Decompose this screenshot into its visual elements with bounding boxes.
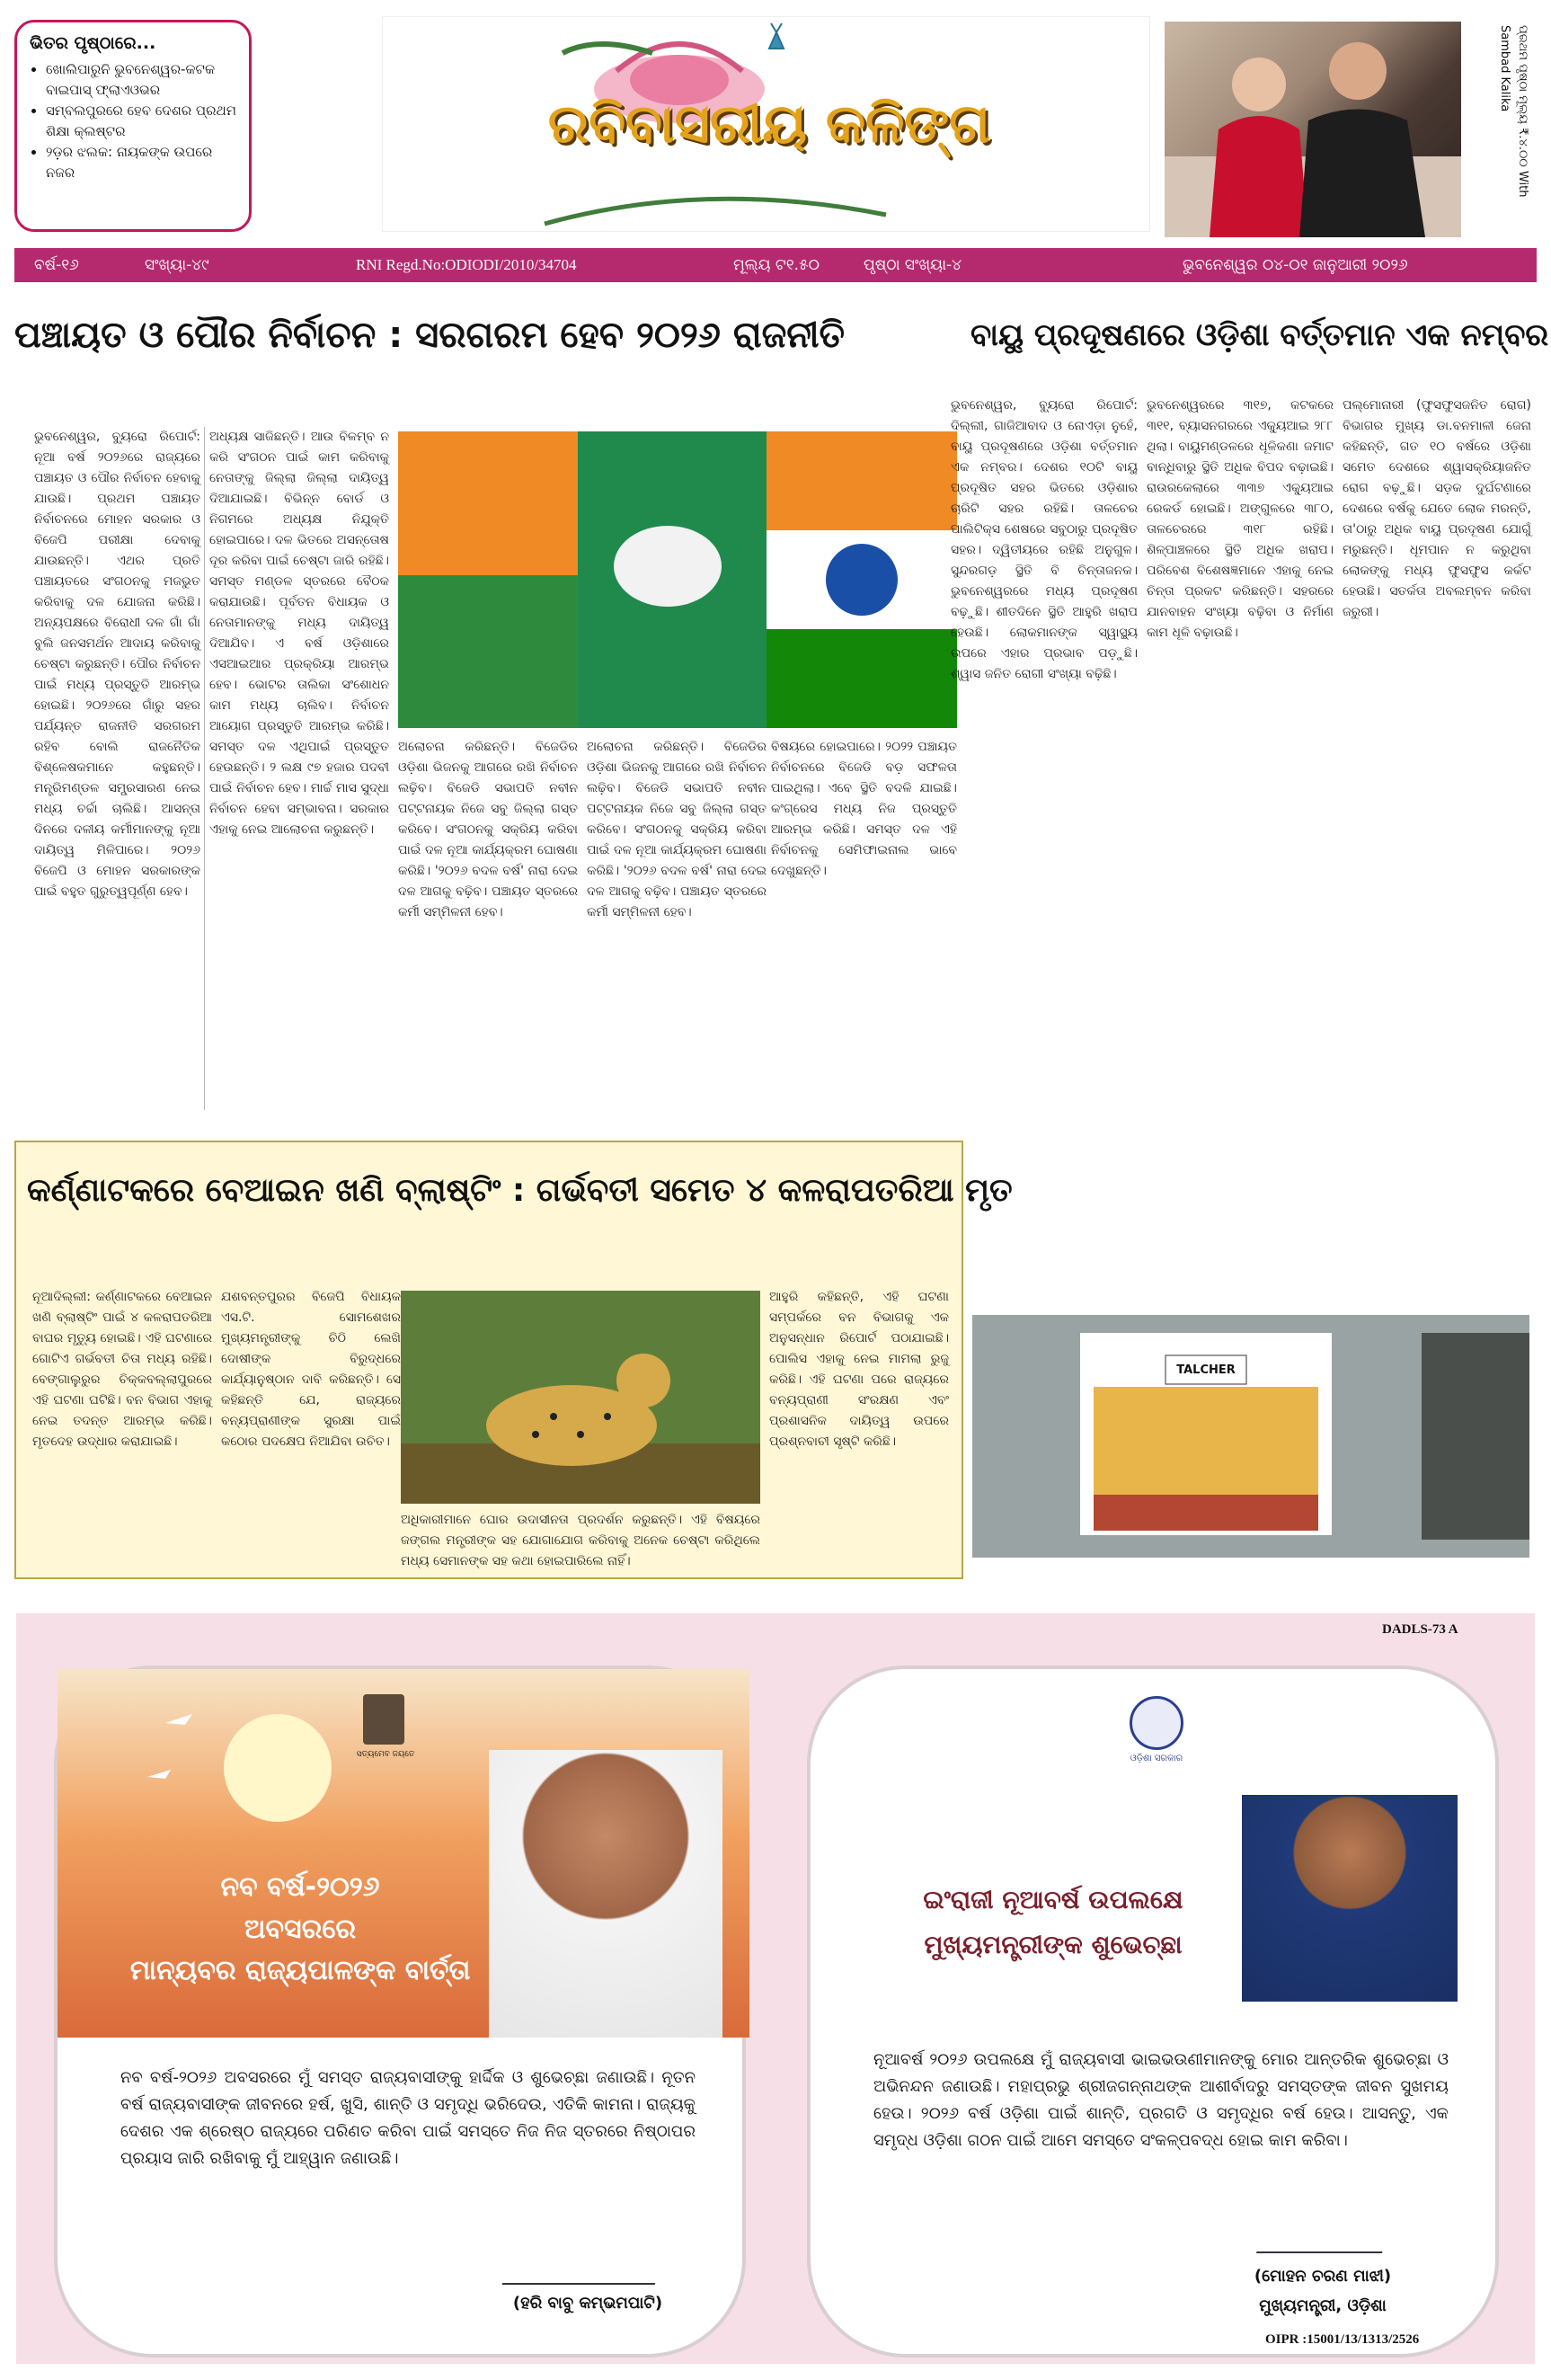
cm-title-1: ଇଂରାଜୀ ନୂଆବର୍ଷ ଉପଲକ୍ଷେ [923, 1885, 1183, 1914]
governor-card [54, 1665, 746, 2358]
party-flags-photo [398, 431, 957, 728]
actors-photo-icon [1165, 22, 1461, 237]
actors-photo [1165, 22, 1461, 237]
governor-title-2: ଅବସରରେ [244, 1914, 357, 1945]
governor-title-3: ମାନ୍ୟବର ରାଜ୍ୟପାଳଙ୍କ ବାର୍ତ୍ତା [129, 1955, 471, 1986]
talcher-sign: TALCHER [1176, 1363, 1236, 1377]
story2-col1: ଭୁବନେଶ୍ୱର, ବ୍ୟୁରୋ ରିପୋର୍ଟ: ଦିଲ୍ଲୀ, ଗାଜିଆବାଦ ଓ ନୋଏଡ଼ା ନୁହେଁ, ବାୟୁ ପ୍ରଦୂଷଣରେ ଓଡ଼ିଶା ବର୍ତ୍ତମାନ ଏକ ନମ୍ବର। ଦେଶର ୧୦ଟି ବାୟୁ ପ୍ରଦୂଷିତ ସହର ଭିତରେ ଓଡ଼ିଶାର ଚାରିଟି ସହର ରହିଛି। ତାଳଚେର ପାଲିଟିକ୍ସ ଶେଷରେ ସବୁଠାରୁ ପ୍ରଦୂଷିତ ସହର। ଦ୍ୱିତୀୟରେ ରହିଛି ଅନୁଗୁଳ। ସୁନ୍ଦରଗଡ଼ ସ୍ଥିତି ବି ଚିନ୍ତାଜନକ। ଭୁବନେଶ୍ୱରରେ ମଧ୍ୟ ପ୍ରଦୂଷଣ ବଢ଼ୁଛି। ଶୀତଦିନେ ସ୍ଥିତି ଆହୁରି ଖରାପ ହେଉଛି। ଲୋକମାନଙ୍କ ସ୍ୱାସ୍ଥ୍ୟ ଉପରେ ଏହାର ପ୍ରଭାବ ପଡ଼ୁଛି। ଶ୍ୱାସ ଜନିତ ରୋଗୀ ସଂଖ୍ୟା ବଢ଼ିଛି। [951, 398, 1138, 681]
price-label: ମୂଲ୍ୟ ଟ୧.୫୦ [733, 256, 820, 274]
rni-label: RNI Regd.No:ODIODI/2010/34704 [356, 256, 577, 273]
side-print-text: ପ୍ରଥମ ପୃଷ୍ଠା ମୂଲ୍ୟ ₹.୪.୦୦ With Sambad Kalika [1498, 25, 1529, 198]
story3-headline[interactable]: କର୍ଣ୍ଣାଟକରେ ବେଆଇନ ଖଣି ବ୍ଲାଷ୍ଟିଂ : ଗର୍ଭବତୀ ସମେତ ୪ କଳରାପତରିଆ ମୃତ [27, 1172, 1013, 1209]
talcher-photo-icon [972, 1315, 1529, 1558]
cm-title-2: ମୁଖ୍ୟମନ୍ତ୍ରୀଙ୍କ ଶୁଭେଚ୍ଛା [924, 1930, 1183, 1959]
date-label: ଭୁବନେଶ୍ୱର ୦୪-୦୧ ଜାନୁଆରୀ ୨୦୨୬ [1183, 256, 1408, 274]
governor-name: (ହରି ବାବୁ କମ୍ଭମପାଟି) [512, 2294, 663, 2313]
story2-col3: ପଲ୍ମୋନାରୀ (ଫୁସଫୁସଜନିତ ରୋଗ) ବିଭାଗର ମୁଖ୍ୟ ଡା.ବନମାଳୀ ଜେନା କହିଛନ୍ତି, ଗତ ୧୦ ବର୍ଷରେ ଓଡ଼ିଶା ସମେତ ଦେଶରେ ଶ୍ୱାସକ୍ରିୟାଜନିତ ରୋଗ ବଢ଼ୁଛି। ସଡ଼କ ଦୁର୍ଘଟଣାରେ ଦେଶରେ ବର୍ଷକୁ ଯେତେ ଲୋକ ମରନ୍ତି, ତା'ଠାରୁ ଅଧିକ ବାୟୁ ପ୍ରଦୂଷଣ ଯୋଗୁଁ ମରୁଛନ୍ତି। ଧୂମପାନ ନ କରୁଥିବା ଲୋକଙ୍କୁ ମଧ୍ୟ ଫୁସଫୁସ କର୍କଟ ହେଉଛି। ସତର୍କତା ଅବଲମ୍ବନ କରିବା ଜରୁରୀ। [1343, 398, 1531, 619]
oipr-code: OIPR :15001/13/1313/2526 [1265, 2332, 1420, 2347]
ad-code: DADLS-73 A [1382, 1622, 1458, 1637]
story3-col1: ନୂଆଦିଲ୍ଲୀ: କର୍ଣ୍ଣାଟକରେ ବେଆଇନ ଖଣି ବ୍ଲାଷ୍ଟିଂ ପାଇଁ ୪ କଳରାପତରିଆ ବାଘର ମୃତ୍ୟୁ ହୋଇଛି। ଏହି ଘଟଣାରେ ଗୋଟିଏ ଗର୍ଭବତୀ ଚିତା ମଧ୍ୟ ରହିଛି। ବେଙ୍ଗାଲୁରୁର ଚିକ୍କବଲ୍ଲାପୁରରେ ଏହି ଘଟଣା ଘଟିଛି। ବନ ବିଭାଗ ଏହାକୁ ନେଇ ତଦନ୍ତ ଆରମ୍ଭ କରିଛି। ମୃତଦେହ ଉଦ୍ଧାର କରାଯାଇଛି। [32, 1290, 212, 1449]
inside-pages-title: ଭିତର ପୃଷ୍ଠାରେ... [30, 33, 156, 53]
story3-col2: ଯଶବନ୍ତପୁରର ବିଜେପି ବିଧାୟକ ଏସ.ଟି. ସୋମଶେଖର ମୁଖ୍ୟମନ୍ତ୍ରୀଙ୍କୁ ଚିଠି ଲେଖି ଦୋଷୀଙ୍କ ବିରୁଦ୍ଧରେ କାର୍ଯ୍ୟାନୁଷ୍ଠାନ ଦାବି କରିଛନ୍ତି। ସେ କହିଛନ୍ତି ଯେ, ରାଜ୍ୟରେ ବନ୍ୟପ୍ରାଣୀଙ୍କ ସୁରକ୍ଷା ପାଇଁ କଠୋର ପଦକ୍ଷେପ ନିଆଯିବା ଉଚିତ। [221, 1290, 401, 1449]
cm-card [807, 1665, 1499, 2358]
column-divider [204, 427, 205, 1110]
inside-pages-box [14, 20, 252, 232]
inside-item[interactable]: • ସମ୍ବଲପୁରରେ ହେବ ଦେଶର ପ୍ରଥମ ଶିକ୍ଷା କ୍ଲଷ୍ଟର [46, 101, 236, 142]
cm-signature [1256, 2226, 1389, 2253]
newyear-ad [16, 1613, 1535, 2364]
cm-role: ମୁଖ୍ୟମନ୍ତ୍ରୀ, ଓଡ଼ିଶା [1259, 2296, 1387, 2315]
story3-col3: ଅଧିକାରୀମାନେ ଘୋର ଉଦାସୀନତା ପ୍ରଦର୍ଶନ କରୁଛନ୍ତି। ଏହି ବିଷୟରେ ଜଙ୍ଗଲ ମନ୍ତ୍ରୀଙ୍କ ସହ ଯୋଗାଯୋଗ କରିବାକୁ ଅନେକ ଚେଷ୍ଟା କରିଥିଲେ ମଧ୍ୟ ସେମାନଙ୍କ ସହ କଥା ହୋଇପାରିଲେ ନାହିଁ। [401, 1513, 760, 1568]
inside-item[interactable]: • ଖୋଲିପାରୁନି ଭୁବନେଶ୍ୱର-କଟକ ବାଇପାସ୍ ଫ୍ଲାଏଓଭର [46, 59, 236, 101]
paper-logo [382, 16, 1150, 232]
governor-message: ନବ ବର୍ଷ-୨୦୨୬ ଅବସରରେ ମୁଁ ସମସ୍ତ ରାଜ୍ୟବାସୀଙ୍କୁ ହାର୍ଦ୍ଦିକ ଓ ଶୁଭେଚ୍ଛା ଜଣାଉଛି। ନୂତନ ବର୍ଷ ରାଜ୍ୟବାସୀଙ୍କ ଜୀବନରେ ହର୍ଷ, ଖୁସି, ଶାନ୍ତି ଓ ସମୃଦ୍ଧି ଭରିଦେଉ, ଏତିକି କାମନା। ରାଜ୍ୟକୁ ଦେଶର ଏକ ଶ୍ରେଷ୍ଠ ରାଜ୍ୟରେ ପରିଣତ କରିବା ପାଇଁ ସମସ୍ତେ ନିଜ ନିଜ ସ୍ତରରେ ନିଷ୍ଠାପର ପ୍ରୟାସ ଜାରି ରଖିବାକୁ ମୁଁ ଆହ୍ୱାନ ଜଣାଉଛି। [120, 2068, 696, 2168]
pages-label: ପୃଷ୍ଠା ସଂଖ୍ୟା-୪ [864, 256, 962, 274]
story2-headline[interactable]: ବାୟୁ ପ୍ରଦୂଷଣରେ ଓଡ଼ିଶା ବର୍ତ୍ତମାନ ଏକ ନମ୍ବର [970, 317, 1549, 353]
story1-col2: ଅଧ୍ୟକ୍ଷ ସାଜିଛନ୍ତି। ଆଉ ବିଳମ୍ବ ନ କରି ସଂଗଠନ ପାଇଁ କାମ କରିବାକୁ ନେତାଙ୍କୁ ଜିଲ୍ଲା ଜିଲ୍ଲା ଦାୟିତ୍ୱ ଦିଆଯାଇଛି। ବିଭିନ୍ନ ବୋର୍ଡ ଓ ନିଗମରେ ଅଧ୍ୟକ୍ଷ ନିଯୁକ୍ତି ହୋଇପାରେ। ଦଳ ଭିତରେ ଅସନ୍ତୋଷ ଦୂର କରିବା ପାଇଁ ଚେଷ୍ଟା ଜାରି ରହିଛି। ସମସ୍ତ ମଣ୍ଡଳ ସ୍ତରରେ ବୈଠକ କରାଯାଉଛି। ପୂର୍ବତନ ବିଧାୟକ ଓ ନେତାମାନଙ୍କୁ ମଧ୍ୟ ଦାୟିତ୍ୱ ଦିଆଯିବ। ଏ ବର୍ଷ ଓଡ଼ିଶାରେ ଏସଆଇଆର ପ୍ରକ୍ରିୟା ଆରମ୍ଭ ହେବ। ଭୋଟର ତାଲିକା ସଂଶୋଧନ କାମ ମଧ୍ୟ ଚାଲିବ। ନିର୍ବାଚନ ଆୟୋଗ ପ୍ରସ୍ତୁତି ଆରମ୍ଭ କରିଛି। ସମସ୍ତ ଦଳ ଏଥିପାଇଁ ପ୍ରସ୍ତୁତ ହେଉଛନ୍ତି। ୨ ଲକ୍ଷ ୯୭ ହଜାର ପଦବୀ ପାଇଁ ନିର୍ବାଚନ ହେବ। ମାର୍ଚ୍ଚ ମାସ ସୁଦ୍ଧା ନିର୍ବାଚନ ହେବା ସମ୍ଭାବନା। ସରକାର ଏହାକୁ ନେଇ ଆଲୋଚନା କରୁଛନ୍ତି। [209, 430, 389, 837]
story2-col2: ଭୁବନେଶ୍ୱରରେ ୩୧୭, କଟକରେ ୩୧୧, ବ୍ୟାସନଗରରେ ଏକ୍ୟୁଆଇ ୨୮୮ ଥିଲା। ବାୟୁମଣ୍ଡଳରେ ଧୂଳିକଣା ଜମାଟ ବାନ୍ଧିବାରୁ ସ୍ଥିତି ଅଧିକ ବିପଦ ବଢ଼ାଇଛି। ରାଉରକେଲାରେ ୩୩୭ ଏକ୍ୟୁଆଇ ରେକର୍ଡ ହୋଇଛି। ଅଙ୍ଗୁଳରେ ୩୮୦, ତାଳଚେରରେ ୩୧୮ ରହିଛି। ଶିଳ୍ପାଞ୍ଚଳରେ ସ୍ଥିତି ଅଧିକ ଖରାପ। ପରିବେଶ ବିଶେଷଜ୍ଞମାନେ ଏହାକୁ ନେଇ ଚିନ୍ତା ପ୍ରକଟ କରିଛନ୍ତି। ସହରରେ ଯାନବାହନ ସଂଖ୍ୟା ବଢ଼ିବା ଓ ନିର୍ମାଣ କାମ ଧୂଳି ବଢ଼ାଉଛି। [1147, 398, 1334, 640]
cm-photo [1242, 1795, 1458, 2002]
issue-label: ସଂଖ୍ୟା-୪୯ [145, 256, 209, 274]
state-emblem-icon [363, 1694, 404, 1745]
cheetah-photo [401, 1291, 760, 1504]
odisha-emblem-icon [1130, 1696, 1183, 1750]
odisha-emblem-caption: ଓଡ଼ିଶା ସରକାର [1130, 1754, 1183, 1763]
story1-col3: ଅଲୋଚନା କରିଛନ୍ତି। ବିଜେଡିର ଓଡ଼ିଶା ଭିଜନକୁ ଆଗରେ ରଖି ନିର୍ବାଚନ ଲଢ଼ିବ। ବିଜେଡି ସଭାପତି ନବୀନ ପଟ୍ଟନାୟକ ନିଜେ ସବୁ ଜିଲ୍ଲା ଗସ୍ତ କରିବେ। ସଂଗଠନକୁ ସକ୍ରିୟ କରିବା ପାଇଁ ଦଳ ନୂଆ କାର୍ଯ୍ୟକ୍ରମ ଘୋଷଣା କରିଛି। '୨୦୨୬ ବଦଳ ବର୍ଷ' ନାରା ଦେଇ ଦଳ ଆଗକୁ ବଢ଼ିବ। ପଞ୍ଚାୟତ ସ୍ତରରେ କର୍ମୀ ସମ୍ମିଳନୀ ହେବ। [398, 740, 578, 919]
story1-col3b: ଅଲୋଚନା କରିଛନ୍ତି। ବିଜେଡିର ଓଡ଼ିଶା ଭିଜନକୁ ଆଗରେ ରଖି ନିର୍ବାଚନ ଲଢ଼ିବ। ବିଜେଡି ସଭାପତି ନବୀନ ପଟ୍ଟନାୟକ ନିଜେ ସବୁ ଜିଲ୍ଲା ଗସ୍ତ କରିବେ। ସଂଗଠନକୁ ସକ୍ରିୟ କରିବା ପାଇଁ ଦଳ ନୂଆ କାର୍ଯ୍ୟକ୍ରମ ଘୋଷଣା କରିଛି। '୨୦୨୬ ବଦଳ ବର୍ଷ' ନାରା ଦେଇ ଦଳ ଆଗକୁ ବଢ଼ିବ। ପଞ୍ଚାୟତ ସ୍ତରରେ କର୍ମୀ ସମ୍ମିଳନୀ ହେବ। [587, 740, 767, 919]
paper-name: ରବିବାସରୀୟ କଳିଙ୍ଗ [547, 93, 991, 155]
inside-pages-list [30, 59, 236, 183]
story1-col4: ବିଷୟରେ ହୋଇପାରେ। ୨୦୨୨ ପଞ୍ଚାୟତ ନିର୍ବାଚନରେ ବିଜେଡି ବଡ଼ ସଫଳତା ପାଇଥିଲା। ଏବେ ସ୍ଥିତି ବଦଳି ଯାଇଛି। କଂଗ୍ରେସ ମଧ୍ୟ ନିଜ ପ୍ରସ୍ତୁତି ଆରମ୍ଭ କରିଛି। ସମସ୍ତ ଦଳ ଏହି ନିର୍ବାଚନକୁ ସେମିଫାଇନାଲ ଭାବେ ଦେଖୁଛନ୍ତି। [771, 740, 957, 878]
cheetah-icon [401, 1291, 760, 1504]
story1-headline[interactable]: ପଞ୍ଚାୟତ ଓ ପୌର ନିର୍ବାଚନ : ସରଗରମ ହେବ ୨୦୨୬ ରାଜନୀତି [14, 315, 846, 356]
year-label: ବର୍ଷ-୧୬ [34, 256, 79, 274]
cm-message: ନୂଆବର୍ଷ ୨୦୨୬ ଉପଲକ୍ଷେ ମୁଁ ରାଜ୍ୟବାସୀ ଭାଇଭଉଣୀମାନଙ୍କୁ ମୋର ଆନ୍ତରିକ ଶୁଭେଚ୍ଛା ଓ ଅଭିନନ୍ଦନ ଜଣାଉଛି। ମହାପ୍ରଭୁ ଶ୍ରୀଜଗନ୍ନାଥଙ୍କ ଆଶୀର୍ବାଦରୁ ସମସ୍ତଙ୍କ ଜୀବନ ସୁଖମୟ ହେଉ। ୨୦୨୬ ବର୍ଷ ଓଡ଼ିଶା ପାଇଁ ଶାନ୍ତି, ପ୍ରଗତି ଓ ସମୃଦ୍ଧିର ବର୍ଷ ହେଉ। ଆସନ୍ତୁ, ଏକ ସମୃଦ୍ଧ ଓଡ଼ିଶା ଗଠନ ପାଇଁ ଆମେ ସମସ୍ତେ ସଂକଳ୍ପବଦ୍ଧ ହୋଇ କାମ କରିବା। [873, 2050, 1449, 2150]
sunset-banner [58, 1669, 749, 2038]
inside-item[interactable]: • ୨ଡ଼ର ଝଲକ: ନାୟକଙ୍କ ଉପରେ ନଜର [46, 142, 236, 183]
governor-title-1: ନବ ବର୍ଷ-୨୦୨୬ [220, 1871, 380, 1903]
state-emblem-caption: ସତ୍ୟମେବ ଜୟତେ [356, 1750, 415, 1759]
story3-col4: ଆହୁରି କହିଛନ୍ତି, ଏହି ଘଟଣା ସମ୍ପର୍କରେ ବନ ବିଭାଗକୁ ଏକ ଅନୁସନ୍ଧାନ ରିପୋର୍ଟ ପଠାଯାଇଛି। ପୋଲିସ ଏହାକୁ ନେଇ ମାମଲା ରୁଜୁ କରିଛି। ଏହି ଘଟଣା ପରେ ରାଜ୍ୟରେ ବନ୍ୟପ୍ରାଣୀ ସଂରକ୍ଷଣ ଏବଂ ପ୍ରଶାସନିକ ଦାୟିତ୍ୱ ଉପରେ ପ୍ରଶ୍ନବାଚୀ ସୃଷ୍ଟି କରିଛି। [769, 1290, 949, 1449]
cm-name: (ମୋହନ ଚରଣ ମାଝୀ) [1254, 2267, 1392, 2286]
governor-signature [502, 2249, 665, 2285]
info-bar [14, 248, 1537, 282]
party-flags-icon [398, 431, 957, 728]
talcher-photo [972, 1315, 1529, 1558]
story1-col1: ଭୁବନେଶ୍ୱର, ବ୍ୟୁରୋ ରିପୋର୍ଟ: ନୂଆ ବର୍ଷ ୨୦୨୬ରେ ରାଜ୍ୟରେ ପଞ୍ଚାୟତ ଓ ପୌର ନିର୍ବାଚନ ହେବାକୁ ଯାଉଛି। ପ୍ରଥମ ପଞ୍ଚାୟତ ନିର୍ବାଚନରେ ମୋହନ ସରକାର ଓ ବିଜେପି ପରୀକ୍ଷା ଦେବାକୁ ଯାଉଛନ୍ତି। ଏଥର ପ୍ରତି ପଞ୍ଚାୟତରେ ସଂଗଠନକୁ ମଜଭୁତ କରିବାକୁ ଦଳ ଯୋଜନା କରିଛି। ଅନ୍ୟପକ୍ଷରେ ବିରୋଧୀ ଦଳ ଗାଁ ଗାଁ ବୁଲି ଜନସମର୍ଥନ ଆଦାୟ କରିବାକୁ ଚେଷ୍ଟା କରୁଛନ୍ତି। ପୌର ନିର୍ବାଚନ ପାଇଁ ମଧ୍ୟ ପ୍ରସ୍ତୁତି ଆରମ୍ଭ ହୋଇଛି। ୨୦୨୬ରେ ଗାଁରୁ ସହର ପର୍ଯ୍ୟନ୍ତ ରାଜନୀତି ସରଗରମ ରହିବ ବୋଲି ରାଜନୈତିକ ବିଶ୍ଳେଷକମାନେ କହୁଛନ୍ତି। ମନ୍ତ୍ରିମଣ୍ଡଳ ସମ୍ପ୍ରସାରଣ ନେଇ ମଧ୍ୟ ଚର୍ଚ୍ଚା ଚାଲିଛି। ଆସନ୍ତା ଦିନରେ ଦଳୀୟ କର୍ମୀମାନଙ୍କୁ ନୂଆ ଦାୟିତ୍ୱ ମିଳିପାରେ। ୨୦୨୬ ବିଜେପି ଓ ମୋହନ ସରକାରଙ୍କ ପାଇଁ ବହୁତ ଗୁରୁତ୍ୱପୂର୍ଣ୍ଣ ହେବ। [34, 430, 200, 899]
